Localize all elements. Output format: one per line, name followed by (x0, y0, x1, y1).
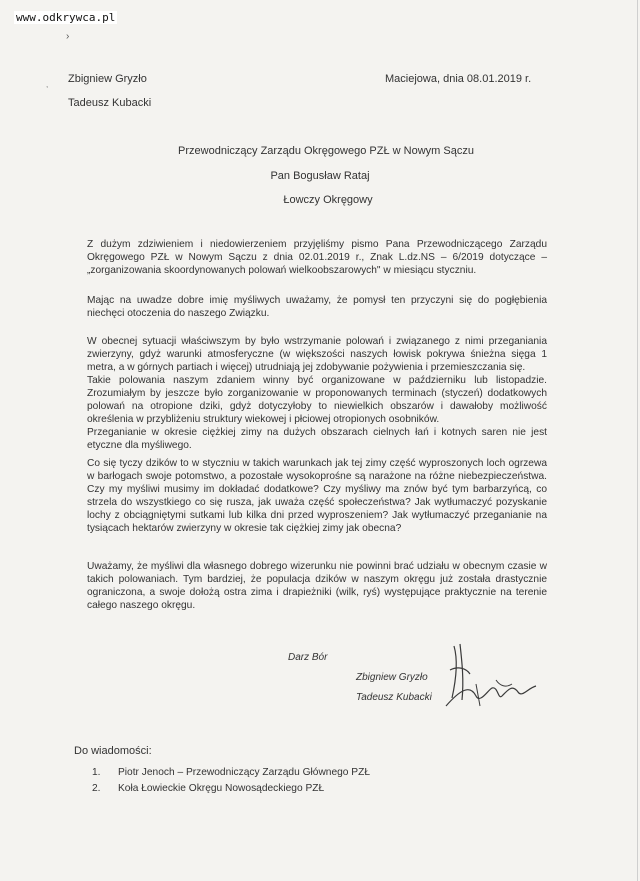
recipient-line-2: Pan Bogusław Rataj (270, 170, 370, 182)
body-paragraph: W obecnej sytuacji właściwszym by było wstrzymanie polowań i związanego z nimi przeganiania zwierzyny, gdyż warunki atmosferyczne (w większości naszych łowisk pokrywa śnieżna sięga 1 metra, a w górnych partiach i więcej) utrudniają jej zdobywanie pożywienia i przemieszczania się. Takie polowania naszym zdaniem winny być organizowane w październiku lub listopadzie. Zrozumiałym by jeszcze było zorganizowanie w proponowanych terminach (styczeń) dodatkowych polowań na otropione dziki, gdyż dotyczyłoby to niewielkich obszarów i dawałoby możliwość określenia w przybliżeniu struktury wiekowej i płciowej otropionych osobników. Przeganianie w okresie ciężkiej zimy na dużych obszarach cielnych łań i kotnych saren nie jest etyczne dla myśliwego. (87, 336, 547, 451)
cc-item-number: 1. (92, 767, 101, 778)
scan-edge-line (637, 0, 638, 881)
scan-speck: , (46, 80, 49, 89)
cc-item (92, 767, 370, 778)
cc-item-text: Koła Łowieckie Okręgu Nowosądeckiego PZŁ (118, 783, 325, 794)
recipient-line-3: Łowczy Okręgowy (283, 194, 373, 206)
sender-name-1: Zbigniew Gryzło (68, 73, 147, 85)
closing-signer-2: Tadeusz Kubacki (356, 692, 432, 703)
body-paragraph: Mając na uwadze dobre imię myśliwych uważamy, że pomysł ten przyczyni się do pogłębienia niechęci otoczenia do naszego Związku. (87, 295, 547, 319)
place-date: Maciejowa, dnia 08.01.2019 r. (385, 73, 532, 85)
body-paragraph: Uważamy, że myśliwi dla własnego dobrego wizerunku nie powinni brać udziału w obecnym czasie w takich polowaniach. Tym bardziej, że populacja dzików w naszym okręgu już została drastycznie ograniczona, a swoje dołożą ostra zima i drapieżniki (wilk, ryś) występujące praktycznie na terenie całego naszego okręgu. (87, 561, 547, 611)
handwritten-signature (436, 640, 546, 712)
cc-label: Do wiadomości: (74, 745, 152, 757)
recipient-line-1: Przewodniczący Zarządu Okręgowego PZŁ w Nowym Sączu (178, 145, 474, 157)
closing-greeting: Darz Bór (288, 652, 328, 663)
cc-item (92, 783, 324, 794)
site-watermark: www.odkrywca.pl (16, 11, 116, 24)
scan-speck: › (66, 31, 70, 42)
closing-signer-1: Zbigniew Gryzło (356, 672, 428, 683)
body-paragraph: Co się tyczy dzików to w styczniu w takich warunkach jak tej zimy część wyproszonych loch ogrzewa w barłogach swoje potomstwo, a pozostałe wysokoprośne są narażone na różne niebezpieczeństwa. Czy my myśliwi musimy im dokładać dodatkowe? Czy myśliwy ma znów być tym barbarzyńcą, co strzela do wszystkiego co się rusza, jak uważa część społeczeństwa? Jak wytłumaczyć pozyskanie lochy z obciągniętymi sutkami lub kilka dni przed wyproszeniem? Jak wytłumaczyć przeganianie na tysiącach hektarów zwierzyny w okresie tak ciężkiej zimy jak obecna? (87, 458, 547, 534)
cc-item-number: 2. (92, 783, 101, 794)
sender-name-2: Tadeusz Kubacki (68, 97, 152, 109)
body-paragraph: Z dużym zdziwieniem i niedowierzeniem przyjęliśmy pismo Pana Przewodniczącego Zarządu Okręgowego PZŁ w Nowym Sączu z dnia 02.01.2019 r., Znak L.dz.NS – 6/2019 dotyczące – „zorganizowania skoordynowanych polowań wielkoobszarowych" w miesiącu styczniu. (87, 239, 547, 276)
cc-item-text: Piotr Jenoch – Przewodniczący Zarządu Głównego PZŁ (118, 767, 370, 778)
